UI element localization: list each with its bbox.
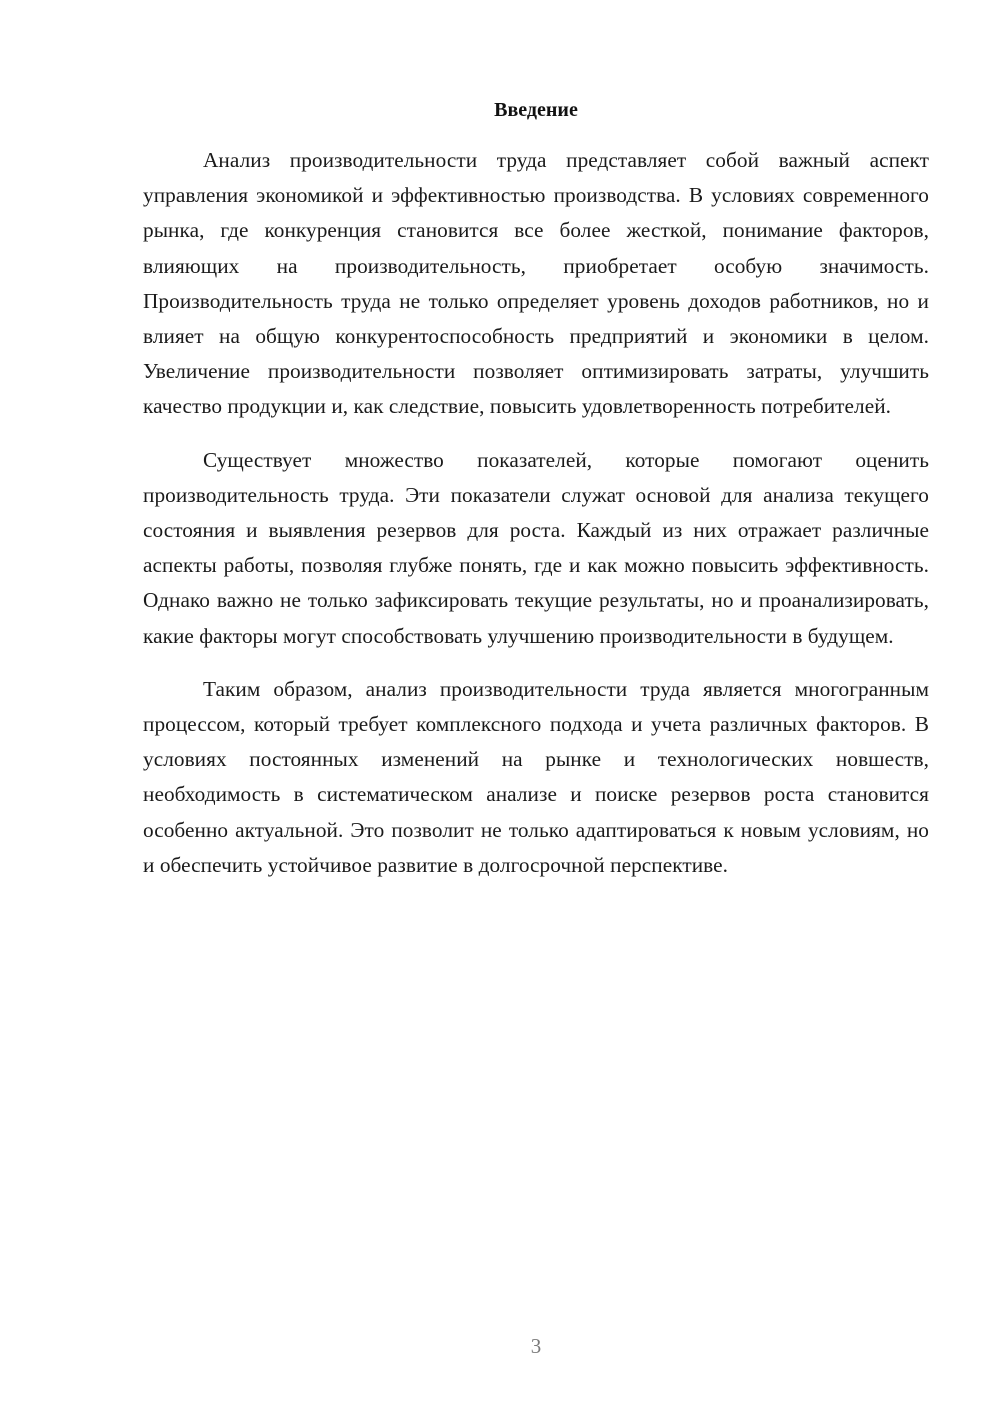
paragraph-3: Таким образом, анализ производительности труда является многогранным процессом, который требует комплексного подхода и учета различных факторов. В условиях постоянных изменений на рынке и технологических новшеств, необходимость в систематическом анализе и поиске резервов роста становится особенно актуальной. Это позволит не только адаптироваться к новым условиям, но и обеспечить устойчивое развитие в долгосрочной перспективе. (143, 676, 929, 877)
section-title: Введение (494, 99, 578, 121)
body-text (143, 143, 929, 901)
paragraph-1: Анализ производительности труда представляет собой важный аспект управления экономикой и эффективностью производства. В условиях современного рынка, где конкуренция становится все более жесткой, понимание факторов, влияющих на производительность, приобретает особую значимость. Производительность труда не только определяет уровень доходов работников, но и влияет на общую конкурентоспособность предприятий и экономики в целом. Увеличение производительности позволяет оптимизировать затраты, улучшить качество продукции и, как следствие, повысить удовлетворенность потребителей. (143, 148, 929, 419)
page-number: 3 (530, 1334, 542, 1358)
paragraph-2: Существует множество показателей, которые помогают оценить производительность труда. Эти показатели служат основой для анализа текущего состояния и выявления резервов для роста. Каждый из них отражает различные аспекты работы, позволяя глубже понять, где и как можно повысить эффективность. Однако важно не только зафиксировать текущие результаты, но и проанализировать, какие факторы могут способствовать улучшению производительности в будущем. (143, 447, 929, 648)
